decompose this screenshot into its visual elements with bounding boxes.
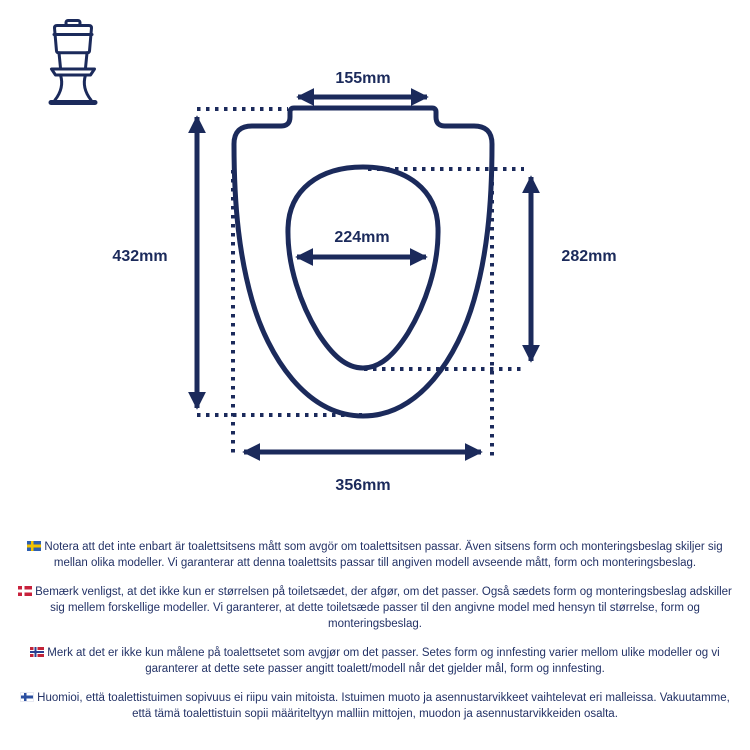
finland-flag-icon [20,692,34,702]
seat-inner-opening [288,167,438,368]
dim-label-inner-width: 224mm [334,229,390,246]
notes-section [0,539,750,735]
sweden-flag-icon [27,541,41,551]
note-finnish-text: Huomioi, että toalettistuimen sopivuus ei riipu vain mitoista. Istuimen muoto ja asennustarvikkeet vaihtelevat eri malleissa. Vakuutamme, että tämä toalettistuin sopii määriteltyyn malliin mittojen, muodon ja asennustarvikkeiden osalta. [37,692,730,720]
note-norwegian-text: Merk at det er ikke kun målene på toalettsetet som avgjør om det passer. Setes form og innfesting varier mellom ulike modeller og vi garanterer at dette sete passer angitt toalett/modell når det gjelder mål, form og innfesting. [47,647,720,675]
dim-label-total-length: 432mm [112,248,168,265]
dim-label-hinge-width: 155mm [335,70,391,87]
dim-label-outer-width: 356mm [335,477,391,494]
dim-label-inner-length: 282mm [561,248,617,265]
note-danish [11,584,739,632]
norway-flag-icon [30,647,44,657]
note-norwegian [11,645,739,677]
note-swedish [11,539,739,571]
note-finnish [11,690,739,722]
note-swedish-text: Notera att det inte enbart är toalettsitsens mått som avgör om toalettsitsen passar. Även sitsens form och monteringsbeslag skiljer sig mellan olika modeller. Vi garanterar att denna toalettsits passar till angiven modell avseende mått, form och monteringsbeslag. [44,541,723,569]
note-danish-text: Bemærk venligst, at det ikke kun er størrelsen på toiletsædet, der afgør, om det passer. Også sædets form og monteringsbeslag adskiller sig mellem forskellige modeller. Vi garanterer, at dette toiletsæde passer til den angivne model med hensyn til størrelse, form og monteringsbeslag. [35,586,732,630]
denmark-flag-icon [18,586,32,596]
